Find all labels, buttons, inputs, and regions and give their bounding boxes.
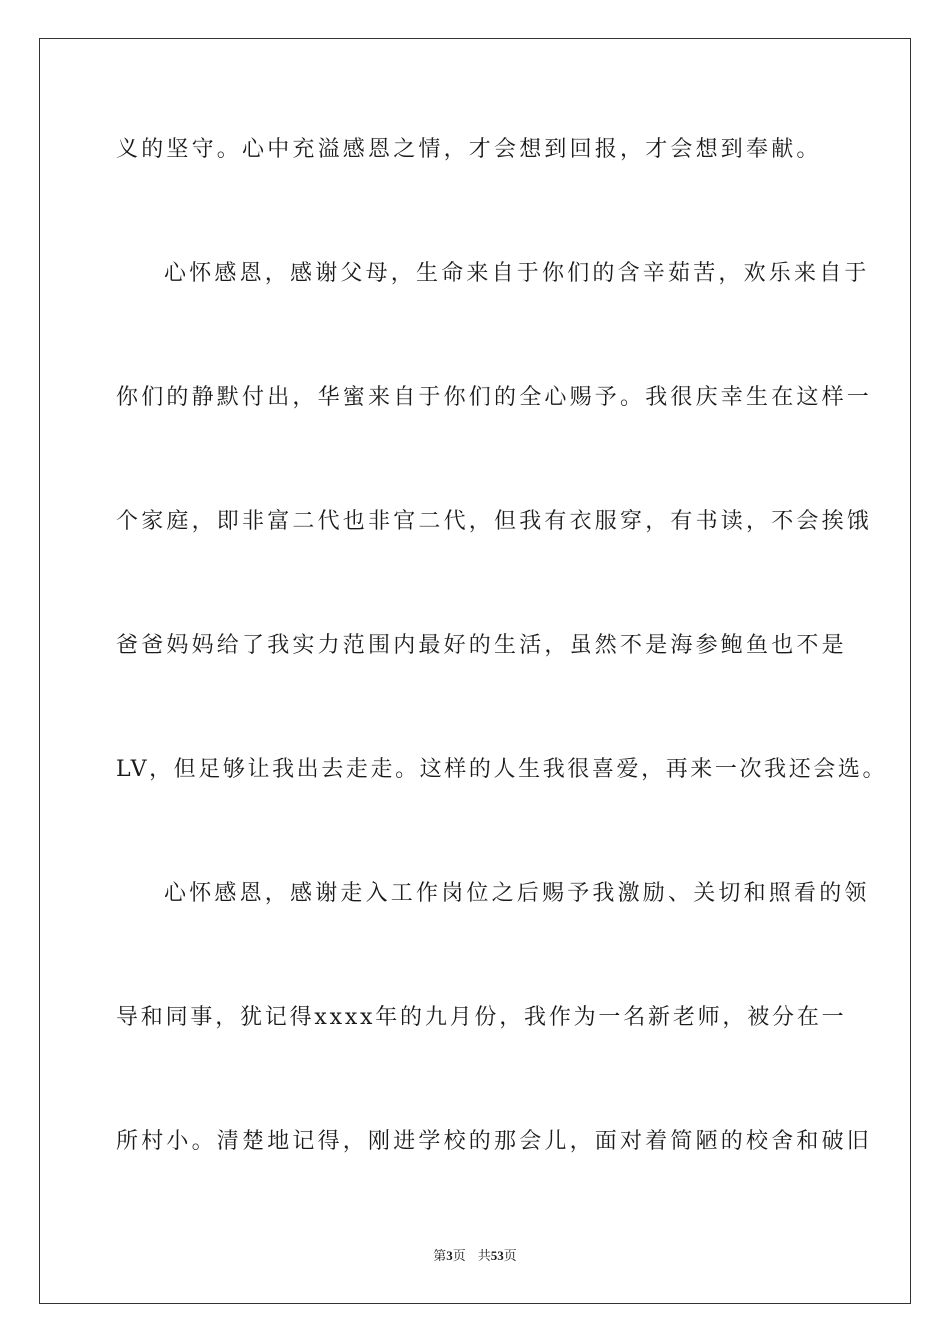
- text-line-1: 义的坚守。心中充溢感恩之情，才会想到回报，才会想到奉献。: [116, 137, 822, 162]
- text-line-6: LV，但足够让我出去走走。这样的人生我很喜爱，再来一次我还会选。: [116, 757, 888, 782]
- text-line-8: 导和同事，犹记得xxxx年的九月份，我作为一名新老师，被分在一: [116, 1005, 847, 1030]
- footer-total-prefix: 共: [477, 1249, 491, 1264]
- text-line-7: 心怀感恩，感谢走入工作岗位之后赐予我激励、关切和照看的领: [164, 881, 870, 906]
- text-line-9: 所村小。清楚地记得，刚进学校的那会儿，面对着简陋的校舍和破旧: [116, 1129, 873, 1154]
- page-border: [39, 38, 911, 1304]
- footer-page-suffix: 页: [452, 1249, 466, 1264]
- text-line-3: 你们的静默付出，华蜜来自于你们的全心赐予。我很庆幸生在这样一: [116, 385, 873, 410]
- text-line-5: 爸爸妈妈给了我实力范围内最好的生活，虽然不是海参鲍鱼也不是: [116, 633, 847, 658]
- page-footer: [0, 1247, 950, 1266]
- footer-page-number: 3: [446, 1248, 453, 1263]
- text-line-2: 心怀感恩，感谢父母，生命来自于你们的含辛茹苦，欢乐来自于: [164, 261, 870, 286]
- footer-total-suffix: 页: [503, 1249, 517, 1264]
- footer-total-pages: 53: [490, 1248, 504, 1263]
- footer-page-prefix: 第: [433, 1249, 447, 1264]
- text-line-4: 个家庭，即非富二代也非官二代，但我有衣服穿，有书读，不会挨饿: [116, 509, 873, 534]
